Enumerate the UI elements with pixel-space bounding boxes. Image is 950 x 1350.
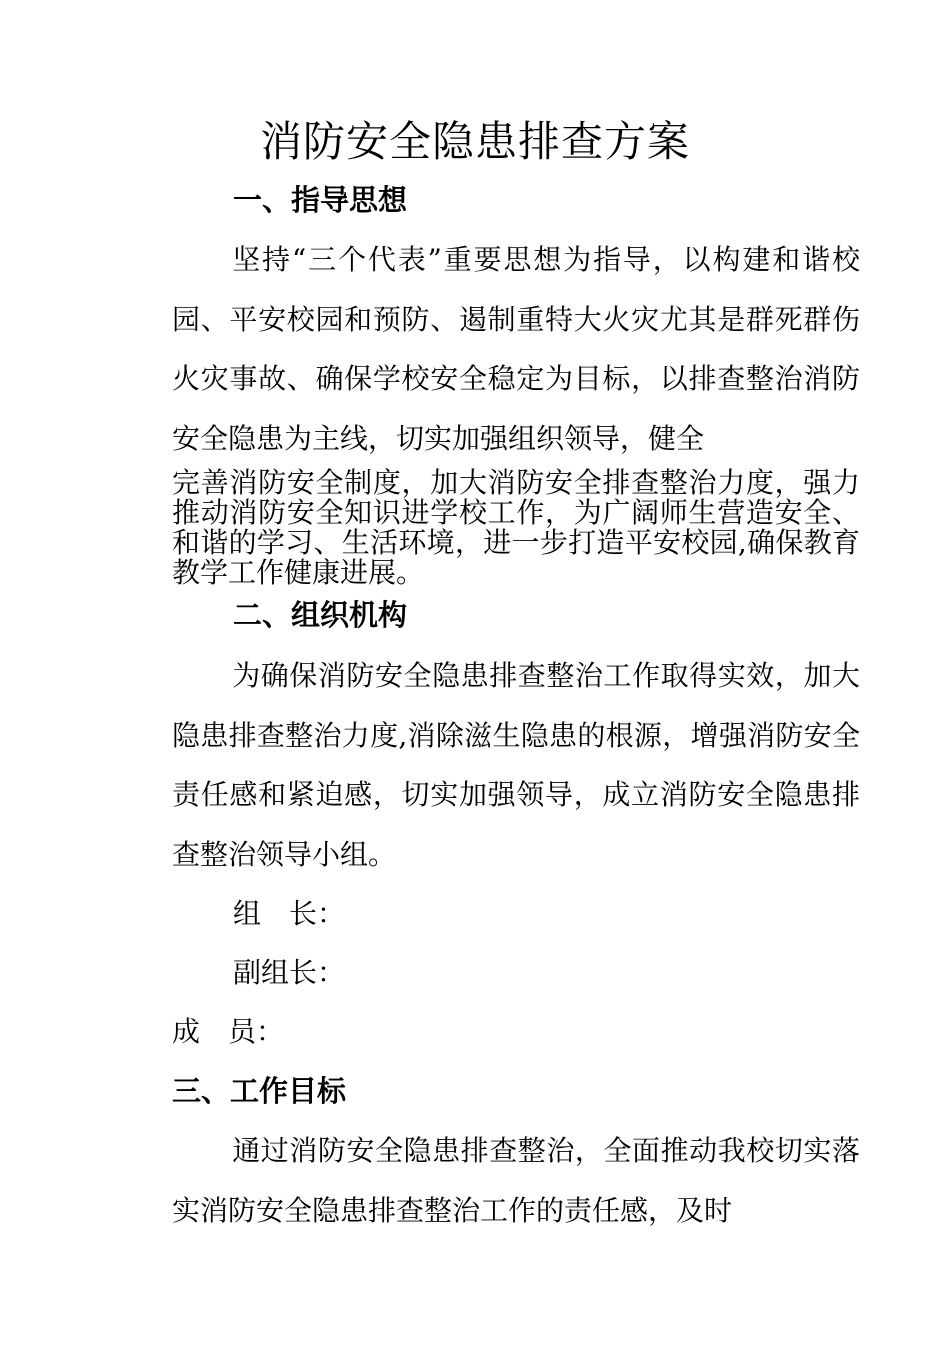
leader-line: 组 长： [233,897,346,930]
guiding-ideology-paragraph-continued: 完善消防安全制度，加大消防安全排查整治力度，强力推动消防安全知识进学校工作，为广阔师生营造安全、和谐的学习、生活环境，进一步打造平安校园,确保教育教学工作健康进展。 [172,466,860,589]
work-goals-paragraph: 通过消防安全隐患排查整治，全面推动我校切实落实消防安全隐患排查整治工作的责任感，及时 [172,1134,860,1227]
guiding-ideology-paragraph: 坚持“三个代表”重要思想为指导，以构建和谐校园、平安校园和预防、遏制重特大火灾尤其是群死群伤火灾事故、确保学校安全稳定为目标，以排查整治消防安全隐患为主线，切实加强组织领导，健全 [172,243,860,455]
section-heading-guiding-ideology: 一、指导思想 [233,183,408,217]
members-line: 成 员： [172,1015,285,1048]
document-title: 消防安全隐患排查方案 [259,117,690,166]
organization-paragraph: 为确保消防安全隐患排查整治工作取得实效，加大隐患排查整治力度,消除滋生隐患的根源，增强消防安全责任感和紧迫感，切实加强领导，成立消防安全隐患排查整治领导小组。 [172,659,860,871]
section-heading-work-goals: 三、工作目标 [172,1074,347,1108]
section-heading-organization: 二、组织机构 [233,598,408,632]
deputy-leader-line: 副组长： [233,956,346,989]
